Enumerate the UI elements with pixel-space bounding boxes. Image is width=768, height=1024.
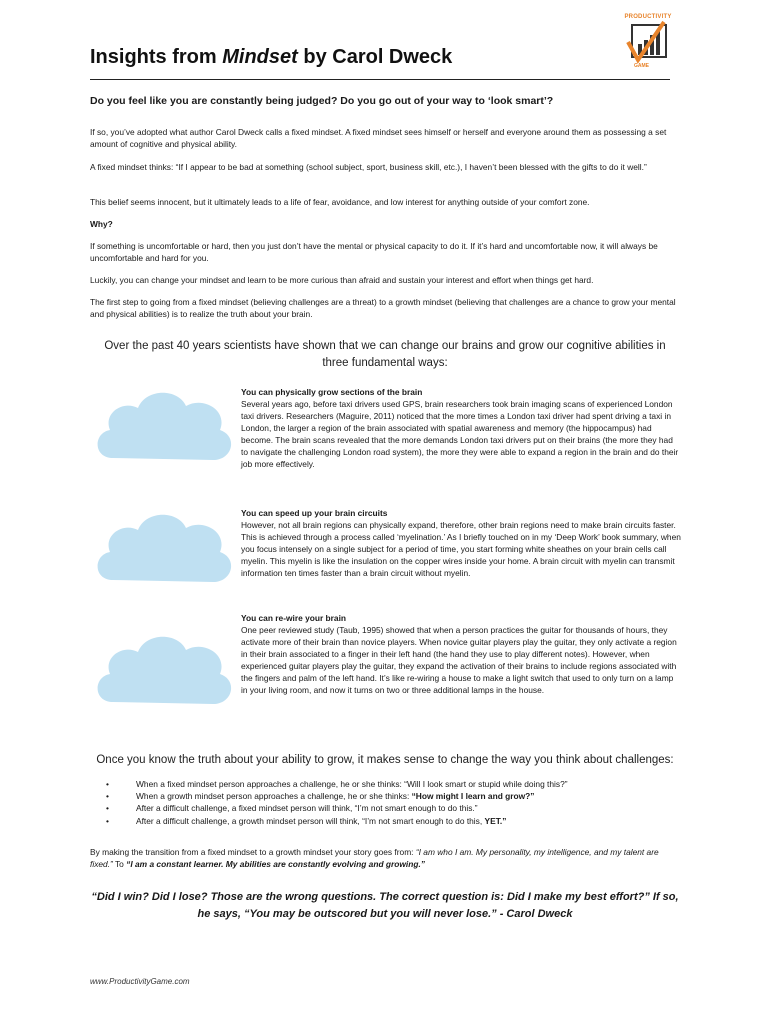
way-body: Several years ago, before taxi drivers used GPS, brain researchers took brain imaging scans of experienced London taxi drivers. Researchers (Maguire, 2011) noticed that the more times a London taxi driver had spent driving a taxi in London, the larger a region of the brain associated with spatial awareness and memory (the hippocampus) had become. The brain scans revealed that the more demands London taxi drivers put on their brains (the more they had to navigate the challenging London road system), the more they were able to expand a region in the brain and do their job more effectively. <box>241 399 679 469</box>
transition-to: To <box>112 859 127 869</box>
list-item: • When a fixed mindset person approaches a challenge, he or she thinks: “Will I look smart or stupid while doing this?” <box>106 779 568 789</box>
ways-heading: Over the past 40 years scientists have shown that we can change our brains and grow our cognitive abilities in three fundamental ways: <box>104 340 666 369</box>
title-prefix: Insights from <box>90 46 223 68</box>
growth-quote: “I am a constant learner. My abilities are constantly evolving and growing.” <box>126 859 425 869</box>
intro-question: Do you feel like you are constantly being judged? Do you go out of your way to ‘look smart’? <box>90 95 554 107</box>
way-heading: You can re-wire your brain <box>241 613 347 623</box>
title-book: Mindset <box>222 46 298 68</box>
fixed-quote: “I am who I am. My personality, my intelligence, and my talent are fixed.” <box>90 847 659 869</box>
way-item-speed <box>241 507 681 579</box>
way-item-rewire <box>241 612 681 696</box>
list-item-bold: “How might I learn and grow?” <box>411 791 535 802</box>
list-item: • When a growth mindset person approaches a challenge, he or she thinks: “How might I learn and grow?” <box>106 791 535 802</box>
list-item-text: After a difficult challenge, a fixed mindset person will think, “I’m not smart enough to do this.” <box>136 803 478 814</box>
intro-paragraph-2: A fixed mindset thinks: “If I appear to be bad at something (school subject, sport, business skill, etc.), I haven’t been blessed with the gifts to do it well.” <box>90 162 647 172</box>
way-body: However, not all brain regions can physically expand, therefore, other brain regions need to make brain circuits faster. This is achieved through a process called ‘myelination.’ As I briefly touched on in my ‘Deep Work’ book summary, when you focus intensely on a single subject for a period of time, you start forming white sheathes on your brain cells call myelin. This myelin is like the insulation on the copper wires inside your home. A brain circuit with myelin can transmit information ten times faster than a brain circuit without myelin. <box>241 520 681 578</box>
list-item-text: When a growth mindset person approaches a challenge, he or she thinks: <box>136 791 412 802</box>
list-item-bold: YET.” <box>484 815 507 826</box>
way-heading: You can speed up your brain circuits <box>241 508 388 518</box>
challenges-list <box>90 778 726 827</box>
list-item-text: When a fixed mindset person approaches a challenge, he or she thinks: “Will I look smart or stupid while doing this?” <box>136 779 568 789</box>
transition-paragraph <box>90 846 680 870</box>
way-heading: You can physically grow sections of the brain <box>241 387 423 397</box>
cloud-icon <box>88 622 238 722</box>
intro-paragraph-6: The first step to going from a fixed mindset (believing challenges are a threat) to a growth mindset (believing that challenges are a chance to grow your mental and physical abilities) is to realize the truth about your brain. <box>90 297 676 319</box>
list-item: • After a difficult challenge, a growth mindset person will think, “I’m not smart enough to do this, YET.” <box>106 815 507 826</box>
title-suffix: by Carol Dweck <box>297 46 453 68</box>
logo-text-bottom: GAME <box>634 63 649 69</box>
why-label: Why? <box>90 219 113 229</box>
intro-paragraph-5: Luckily, you can change your mindset and learn to be more curious than afraid and sustain your interest and effort when things get hard. <box>90 275 594 285</box>
productivity-game-logo <box>620 14 676 72</box>
logo-text-top: PRODUCTIVITY <box>624 14 672 20</box>
way-item-grow <box>241 386 681 470</box>
title-divider <box>90 79 670 80</box>
dweck-quote: “Did I win? Did I lose? Those are the wrong questions. The correct question is: Did I make my best effort?” If so, he says, “You may be outscored but you will never lose.” - Carol Dweck <box>91 891 679 920</box>
intro-paragraph-4: If something is uncomfortable or hard, then you just don’t have the mental or physical capacity to do it. If it’s hard and uncomfortable now, it will always be uncomfortable and hard for you. <box>90 241 658 263</box>
page-title <box>90 46 452 69</box>
transition-lead: By making the transition from a fixed mindset to a growth mindset your story goes from: <box>90 847 416 857</box>
intro-paragraph-1: If so, you’ve adopted what author Carol Dweck calls a fixed mindset. A fixed mindset sees himself or herself and everyone around them as possessing a set amount of cognitive and physical ability. <box>90 127 667 149</box>
way-body: One peer reviewed study (Taub, 1995) showed that when a person practices the guitar for thousands of hours, they activate more of their brain than novice players. When novice guitar players play the guitar, they only activate a region in their brain associated to a finger in their left hand (the hand they use to play different notes). However, when experienced guitar players play the guitar, they expand the activation of their brains to include regions associated with the fingers and palm of the left hand. It’s like re-wiring a house to make a light switch that used to only turn on a lamp in your living room, and now it turns on two or three additional lamps in the house. <box>241 625 677 695</box>
list-item-text: After a difficult challenge, a growth mindset person will think, “I’m not smart enough to do this, <box>136 815 485 826</box>
cloud-icon <box>88 378 238 478</box>
footer-website: www.ProductivityGame.com <box>90 977 190 986</box>
cloud-icon <box>88 500 238 600</box>
intro-paragraph-3: This belief seems innocent, but it ultimately leads to a life of fear, avoidance, and low interest for anything outside of your comfort zone. <box>90 197 590 207</box>
challenges-heading: Once you know the truth about your ability to grow, it makes sense to change the way you think about challenges: <box>96 754 674 766</box>
list-item: • After a difficult challenge, a fixed mindset person will think, “I’m not smart enough to do this.” <box>106 803 478 814</box>
